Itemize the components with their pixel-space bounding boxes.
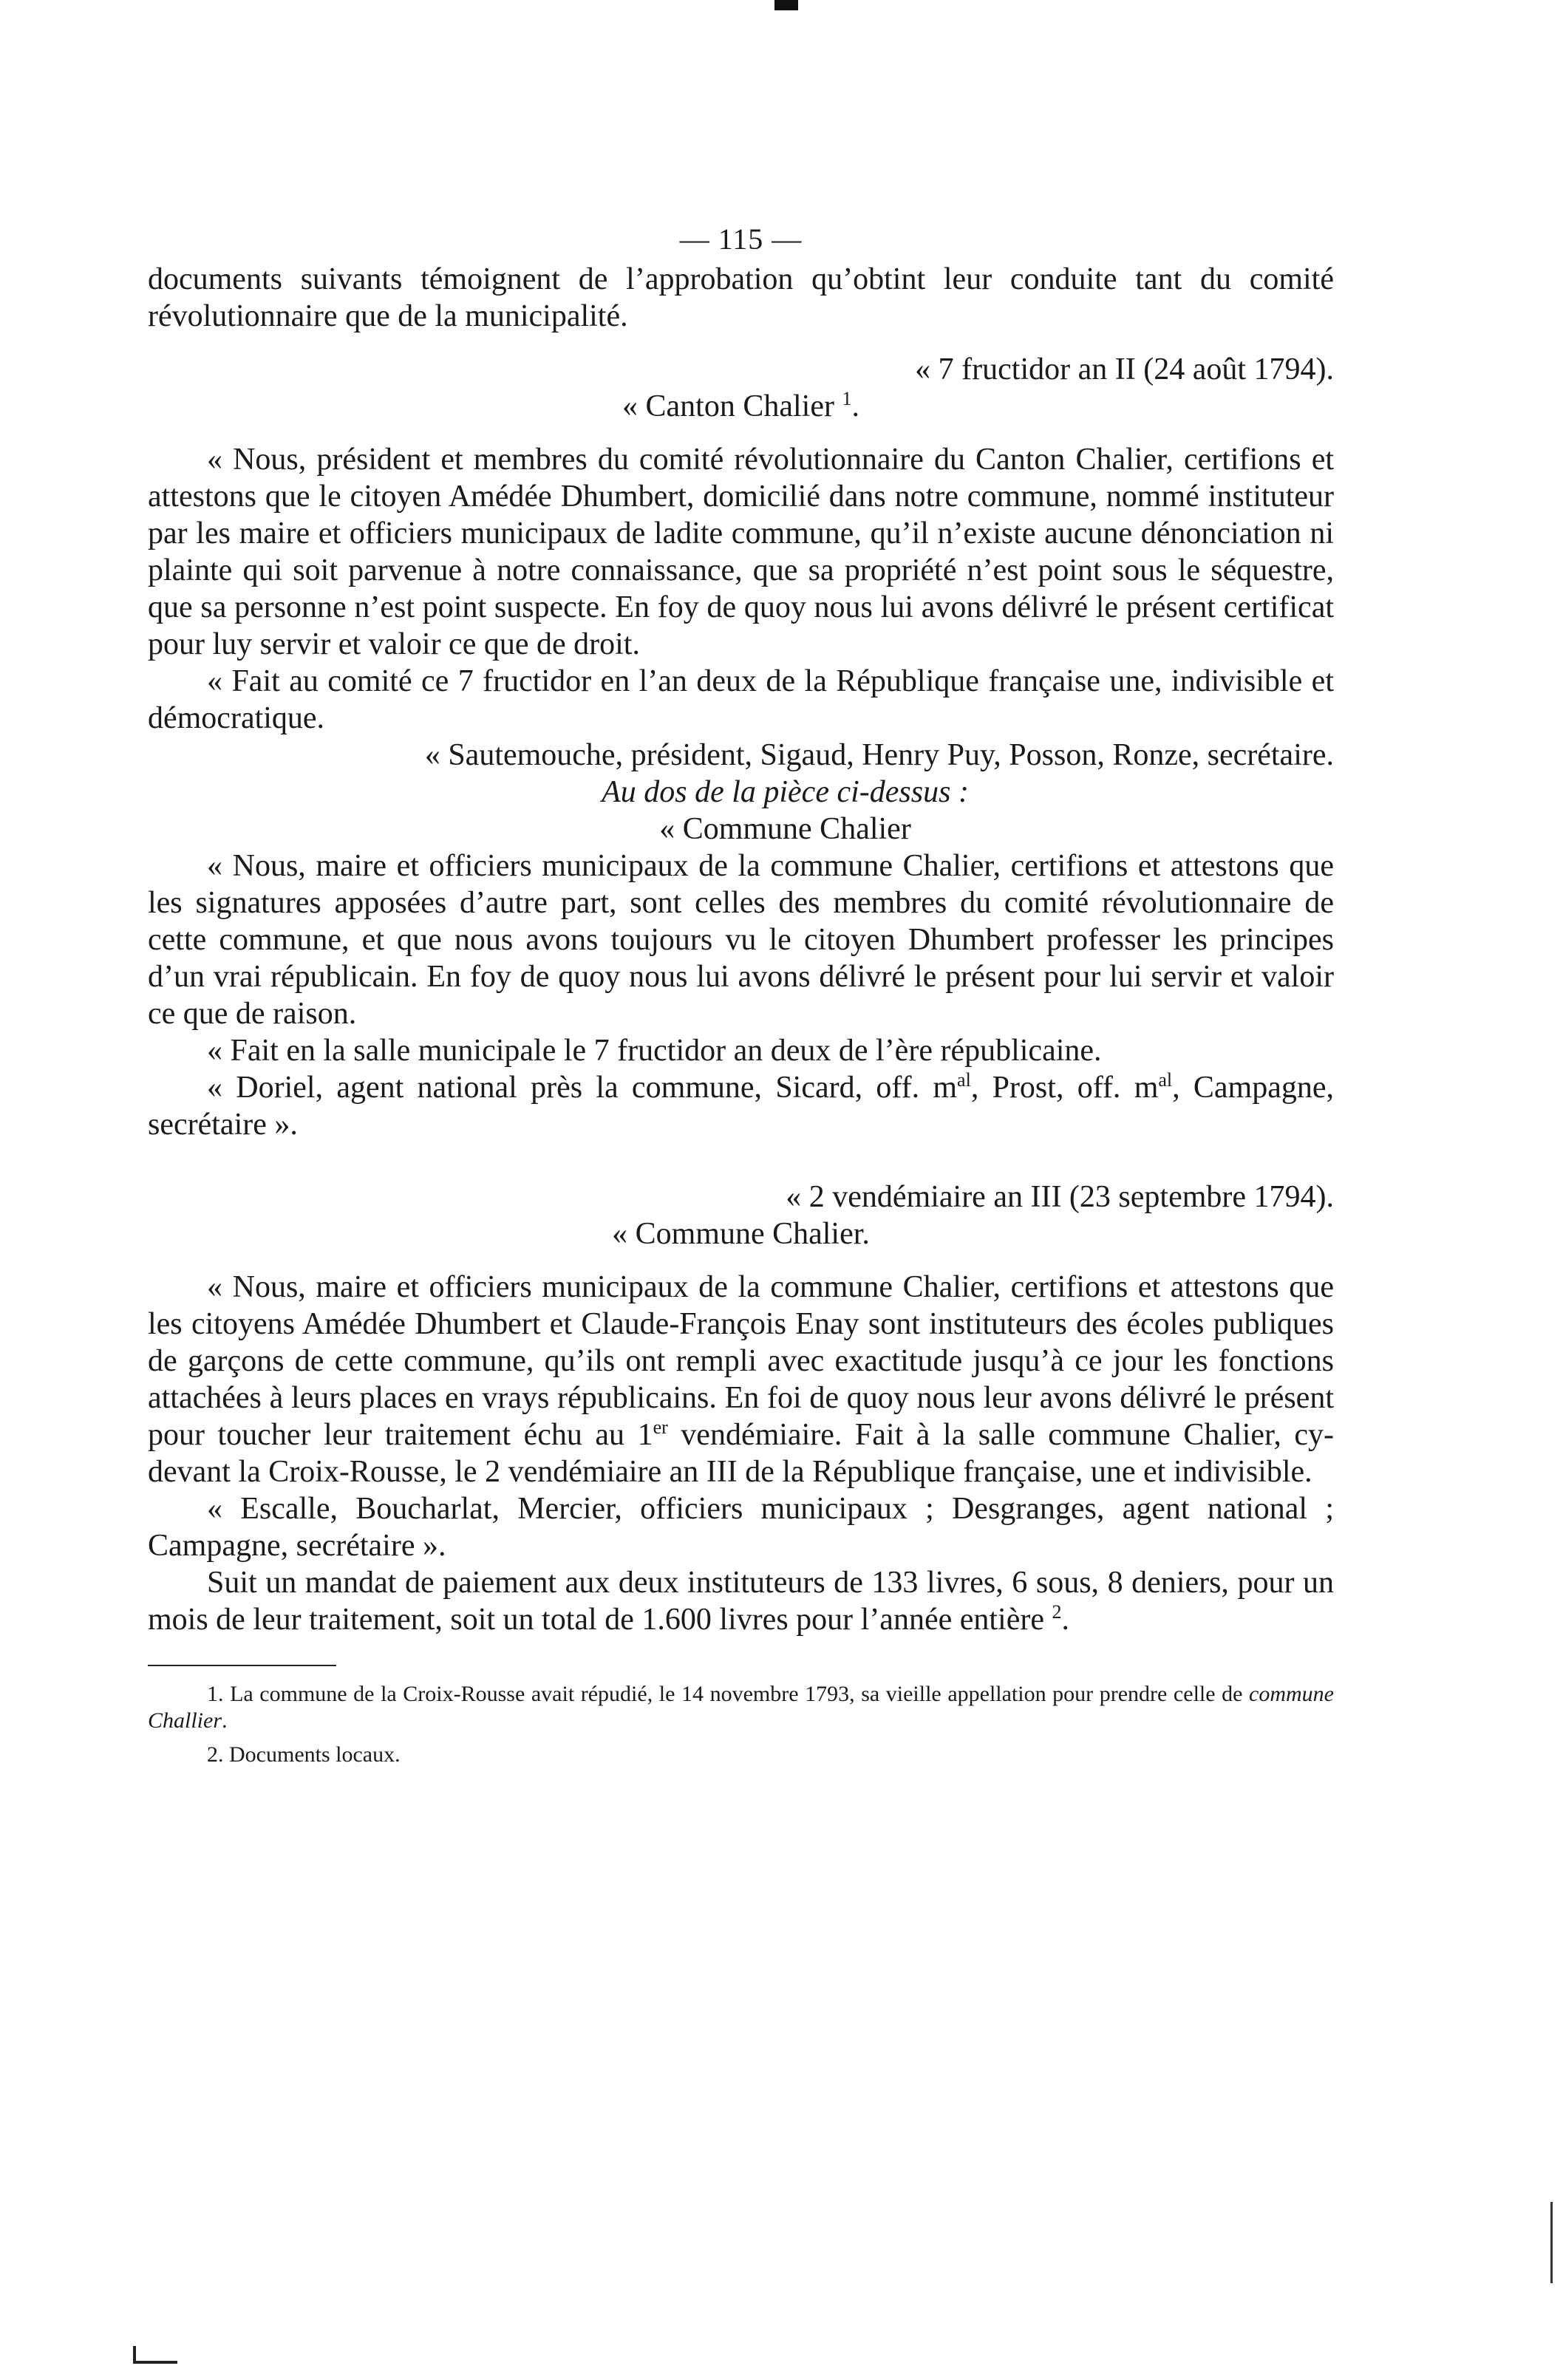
doc1-verso-heading: Au dos de la pièce ci-dessus : xyxy=(602,775,969,809)
doc1-verso-body: « Nous, maire et officiers municipaux de la commune Chalier, certifions et attestons que les signatures apposées d’autre part, sont celles des membres du comité révolutionnaire de cette commune, et que nous avons toujours vu le citoyen Dhumbert professer les principes d’un vrai républicain. En foy de quoy nous lui avons délivré le présent pour lui servir et valoir ce que de raison. xyxy=(148,849,1334,1031)
top-edge-mark xyxy=(774,0,798,10)
doc1-verso-signatures xyxy=(148,1069,1334,1143)
doc2-body-part-b: vendémiaire. Fait à la salle commune Chalier, cy-devant la Croix-Rousse, le 2 vendémiaire an III de la République française, une et indivisible. xyxy=(148,1418,1334,1489)
footnote-1-text-b: . xyxy=(222,1708,228,1733)
footnote-2: 2. Documents locaux. xyxy=(207,1742,401,1767)
conclusion-paragraph: Suit un mandat de paiement aux deux instituteurs de 133 livres, 6 sous, 8 deniers, pour un mois de leur traitement, soit un total de 1.600 livres pour l’année entière $^2$. xyxy=(148,1566,1334,1637)
doc2-signatures: « Escalle, Boucharlat, Mercier, officiers municipaux ; Desgranges, agent national ; Campagne, secrétaire ». xyxy=(148,1492,1334,1563)
footnote-1-italic: commune Challier xyxy=(148,1682,1334,1733)
verso-sig-sup-1: al xyxy=(957,1069,971,1091)
doc1-place-text: « Canton Chalier xyxy=(622,389,834,423)
verso-sig-part-c: , Campagne, secrétaire ». xyxy=(148,1071,1335,1142)
doc2-body-sup: er xyxy=(653,1416,668,1438)
intro-paragraph: documents suivants témoignent de l’approbation qu’obtint leur conduite tant du comité révolutionnaire que de la municipalité. xyxy=(148,262,1334,333)
doc1-date: « 7 fructidor an II (24 août 1794). xyxy=(915,352,1334,386)
verso-sig-part-b: , Prost, off. m xyxy=(970,1071,1159,1105)
doc1-fait: « Fait au comité ce 7 fructidor en l’an deux de la République française une, indivisible et démocratique. xyxy=(148,664,1334,735)
main-text xyxy=(148,261,1334,1638)
footnote-rule xyxy=(148,1665,336,1666)
page-content xyxy=(148,222,1334,1776)
page-number: — 115 — xyxy=(679,222,803,256)
doc2-place: « Commune Chalier. xyxy=(612,1217,870,1251)
doc1-verso-place: « Commune Chalier xyxy=(659,812,911,846)
doc2-body-part-a: « Nous, maire et officiers municipaux de la commune Chalier, certifions et attestons que les citoyens Amédée Dhumbert et Claude-François Enay sont instituteurs des écoles publiques de garçons de cette commune, qu’ils ont rempli avec exactitude jusqu’à ce jour les fonctions attachées à leurs places en vrays républicains. En foi de quoy nous leur avons délivré le présent pour toucher leur traitement échu au 1 xyxy=(148,1270,1334,1452)
footnote-1-text-a: 1. La commune de la Croix-Rousse avait répudié, le 14 novembre 1793, sa vieille appellation pour prendre celle de xyxy=(207,1682,1250,1706)
footnote-ref-2: 2 xyxy=(1052,1601,1062,1623)
doc1-signatures: « Sautemouche, président, Sigaud, Henry Puy, Posson, Ronze, secrétaire. xyxy=(424,738,1334,772)
margin-mark xyxy=(1550,2202,1553,2283)
footnotes xyxy=(148,1681,1334,1768)
verso-sig-part-a: « Doriel, agent national près la commune, Sicard, off. m xyxy=(207,1071,958,1105)
doc1-place: « Canton Chalier $^1$. xyxy=(622,388,859,423)
footnote-1 xyxy=(148,1681,1334,1734)
doc2-date: « 2 vendémiaire an III (23 septembre 1794). xyxy=(786,1180,1334,1214)
doc1-body: « Nous, président et membres du comité révolutionnaire du Canton Chalier, certifions et attestons que le citoyen Amédée Dhumbert, domicilié dans notre commune, nommé instituteur par les maire et officiers municipaux de ladite commune, qu’il n’existe aucune dénonciation ni plainte qui soit parvenue à notre connaissance, que sa propriété n’est point sous le séquestre, que sa personne n’est point suspecte. En foy de quoy nous lui avons délivré le présent certificat pour luy servir et valoir ce que de droit. xyxy=(148,443,1334,661)
footnote-ref-1: 1 xyxy=(842,388,852,409)
doc2-body xyxy=(148,1269,1334,1490)
doc1-verso-fait: « Fait en la salle municipale le 7 fructidor an deux de l’ère républicaine. xyxy=(207,1034,1102,1068)
verso-sig-sup-2: al xyxy=(1158,1069,1173,1091)
corner-mark-horizontal xyxy=(133,2361,177,2364)
conclusion-text: Suit un mandat de paiement aux deux instituteurs de 133 livres, 6 sous, 8 deniers, pour un mois de leur traitement, soit un total de 1.600 livres pour l’année entière xyxy=(148,1566,1334,1637)
